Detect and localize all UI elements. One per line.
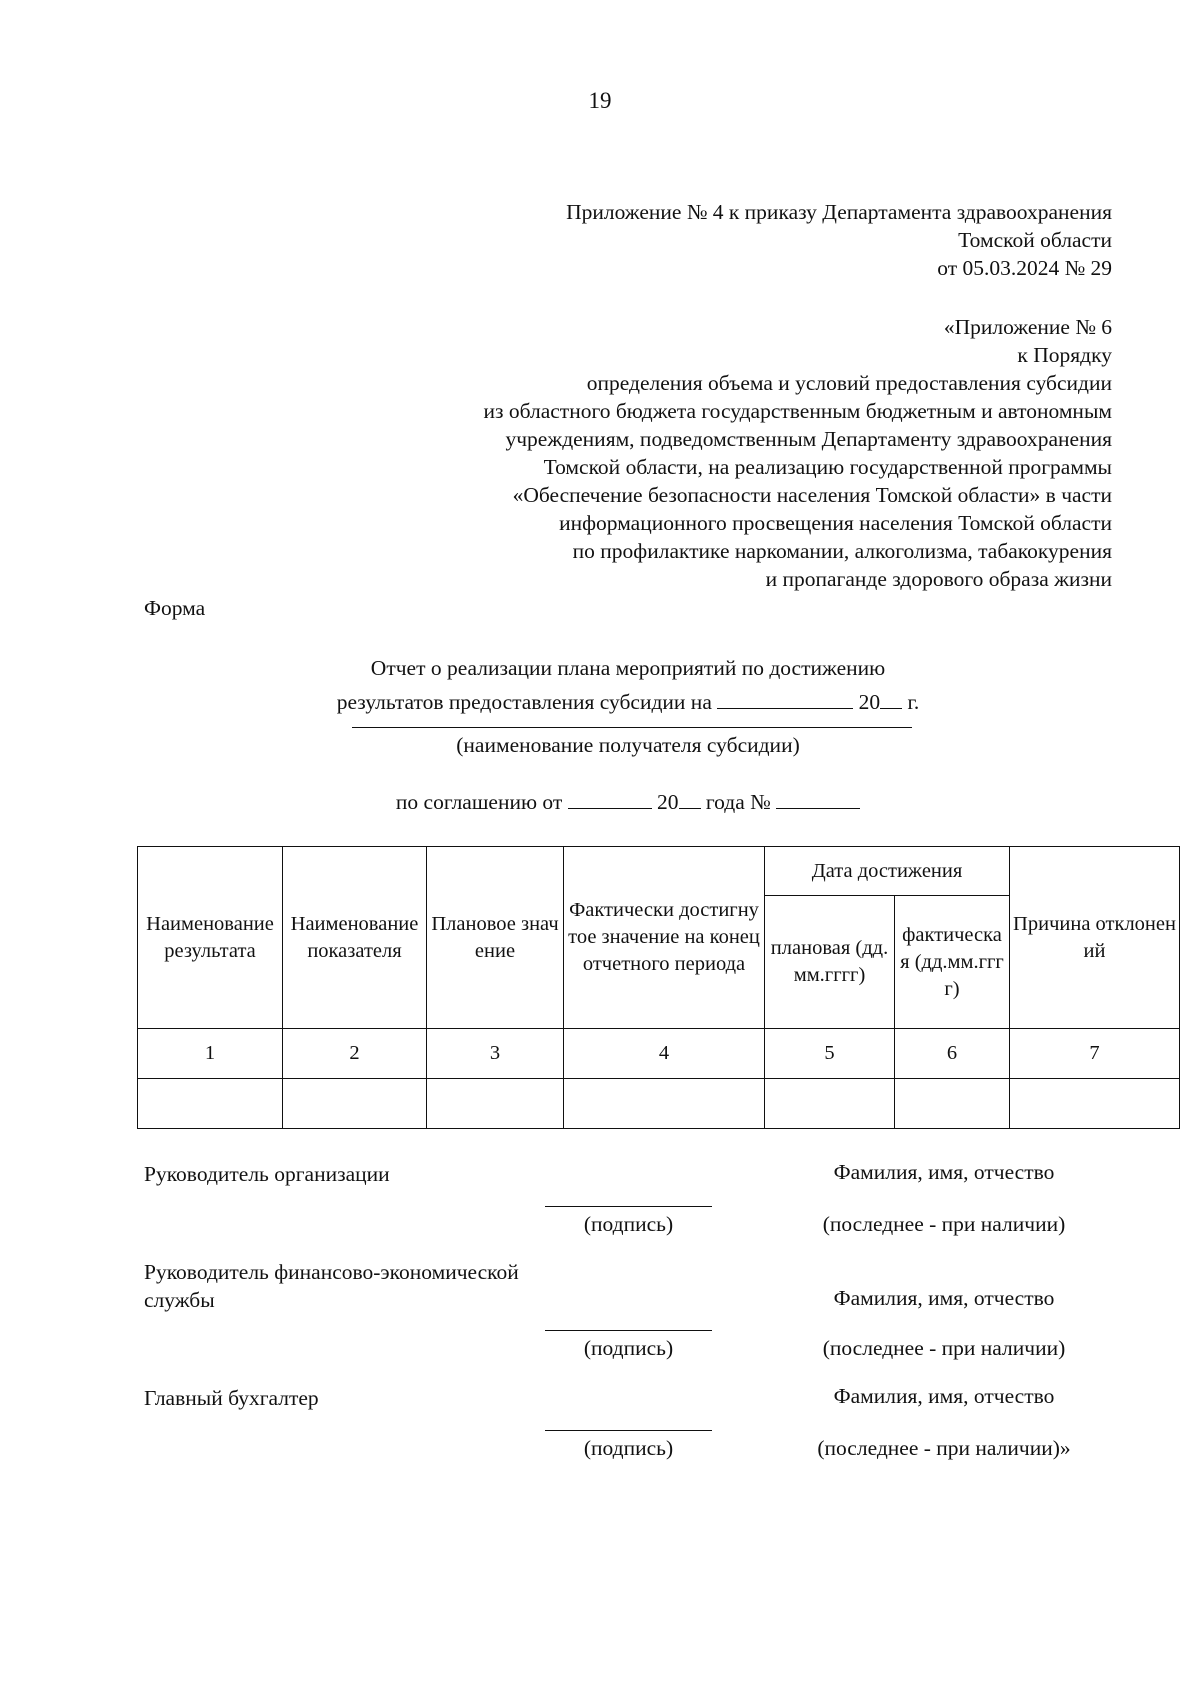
report-title-line2 (144, 685, 1112, 719)
column-number: 4 (564, 1029, 765, 1079)
order-annex-header (212, 313, 1112, 593)
column-number: 2 (283, 1029, 427, 1079)
signature-line[interactable] (545, 1330, 712, 1331)
column-number: 3 (427, 1029, 564, 1079)
recipient-caption: (наименование получателя субсидии) (456, 733, 800, 757)
report-year-suffix: г. (907, 690, 920, 714)
form-label: Форма (144, 596, 206, 620)
agreement-number-blank[interactable] (776, 790, 860, 809)
annex-line: Томской области (958, 228, 1112, 252)
report-title-line1: Отчет о реализации плана мероприятий по достижению (370, 656, 886, 680)
column-number: 1 (138, 1029, 283, 1079)
order-annex-line: из областного бюджета государственным бюджетным и автономным (483, 399, 1112, 423)
report-title (144, 651, 1112, 719)
column-number: 5 (765, 1029, 895, 1079)
order-annex-line: к Порядку (1017, 343, 1112, 367)
signatory-role: Руководитель организации (144, 1162, 390, 1186)
annex-header (412, 198, 1112, 282)
header-indicator-name: Наименование показателя (283, 847, 427, 1029)
order-annex-line: по профилактике наркомании, алкоголизма, табакокурения (572, 539, 1112, 563)
signature-line[interactable] (545, 1206, 712, 1207)
signature-caption: (подпись) (583, 1336, 674, 1360)
report-title-prefix: результатов предоставления субсидии на (336, 690, 712, 714)
page-number: 19 (588, 88, 612, 113)
column-number: 6 (895, 1029, 1010, 1079)
signatory-name-note: (последнее - при наличии)» (817, 1436, 1071, 1460)
header-actual-value: Фактически достигнутое значение на конец отчетного периода (564, 847, 765, 1029)
agreement-line (144, 790, 1112, 815)
signature-caption: (подпись) (583, 1436, 674, 1460)
signatory-role: Главный бухгалтер (144, 1386, 319, 1410)
agreement-year-prefix: 20 (657, 790, 679, 814)
order-annex-line: информационного просвещения населения Томской области (559, 511, 1112, 535)
header-achievement-date: Дата достижения (765, 847, 1010, 896)
signatory-name-label: Фамилия, имя, отчество (833, 1160, 1055, 1184)
empty-cell[interactable] (138, 1079, 283, 1129)
order-annex-line: «Приложение № 6 (943, 315, 1112, 339)
order-annex-line: Томской области, на реализацию государственной программы (543, 455, 1112, 479)
signatory-role: Руководитель финансово-экономической службы (144, 1260, 519, 1312)
order-annex-line: учреждениям, подведомственным Департаменту здравоохранения (505, 427, 1112, 451)
header-result-name: Наименование результата (138, 847, 283, 1029)
signatory-name-note: (последнее - при наличии) (822, 1212, 1066, 1236)
empty-cell[interactable] (895, 1079, 1010, 1129)
empty-cell[interactable] (1010, 1079, 1180, 1129)
signatory-name-label: Фамилия, имя, отчество (833, 1286, 1055, 1310)
agreement-prefix: по соглашению от (395, 790, 563, 814)
column-number: 7 (1010, 1029, 1180, 1079)
signatory-name-note: (последнее - при наличии) (822, 1336, 1066, 1360)
annex-line: от 05.03.2024 № 29 (937, 256, 1112, 280)
header-planned-value: Плановое значение (427, 847, 564, 1029)
report-date-blank[interactable] (717, 690, 853, 709)
order-annex-line: «Обеспечение безопасности населения Томской области» в части (512, 483, 1112, 507)
recipient-name-line[interactable] (352, 727, 912, 728)
table-row (138, 1079, 1180, 1129)
signatory-name-label: Фамилия, имя, отчество (833, 1384, 1055, 1408)
agreement-year-blank[interactable] (679, 790, 701, 809)
report-year-prefix: 20 (858, 690, 881, 714)
header-deviation-reason: Причина отклонений (1010, 847, 1180, 1029)
report-table (137, 846, 1180, 1129)
empty-cell[interactable] (765, 1079, 895, 1129)
agreement-year-suffix: года № (705, 790, 771, 814)
agreement-date-blank[interactable] (568, 790, 652, 809)
signature-line[interactable] (545, 1430, 712, 1431)
report-year-blank[interactable] (880, 690, 902, 709)
column-number-row (138, 1029, 1180, 1079)
header-planned-date: плановая (дд.мм.гггг) (765, 896, 895, 1029)
order-annex-line: определения объема и условий предоставления субсидии (586, 371, 1112, 395)
signature-caption: (подпись) (583, 1212, 674, 1236)
annex-line: Приложение № 4 к приказу Департамента здравоохранения (566, 200, 1112, 224)
empty-cell[interactable] (283, 1079, 427, 1129)
empty-cell[interactable] (427, 1079, 564, 1129)
order-annex-line: и пропаганде здорового образа жизни (765, 567, 1112, 591)
empty-cell[interactable] (564, 1079, 765, 1129)
header-actual-date: фактическая (дд.мм.гггг) (895, 896, 1010, 1029)
